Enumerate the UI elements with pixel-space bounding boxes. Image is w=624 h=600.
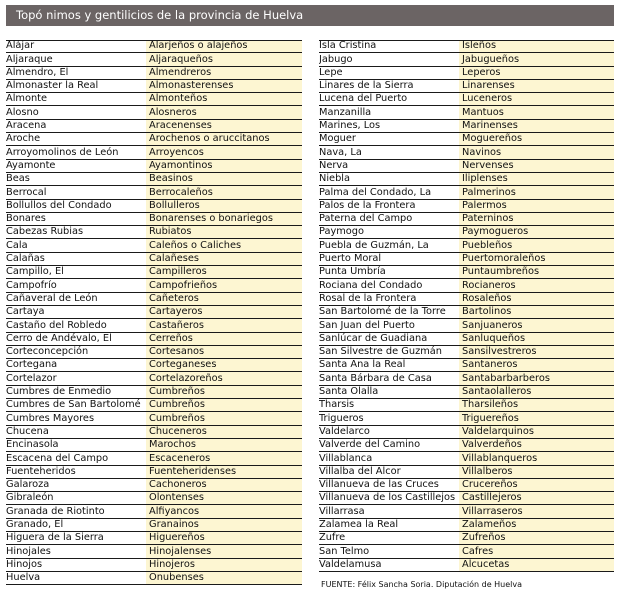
right-column — [319, 40, 614, 572]
toponym: Isla Cristina — [319, 40, 377, 52]
table-row — [6, 399, 302, 412]
gentilicio: Santaneros — [459, 359, 614, 371]
table-row — [6, 93, 302, 106]
toponym: Santa Bárbara de Casa — [319, 372, 432, 384]
gentilicio: Puertomoraleños — [459, 253, 614, 265]
table-row — [6, 106, 302, 119]
table-row — [319, 519, 614, 532]
gentilicio: Villablanqueros — [459, 452, 614, 464]
toponym: Paterna del Campo — [319, 213, 413, 225]
table-row — [319, 40, 614, 53]
gentilicio: Valdelarquinos — [459, 426, 614, 438]
toponym: Villanueva de las Cruces — [319, 479, 439, 491]
gentilicio: Alfiyancos — [146, 505, 302, 517]
gentilicio: Mantuos — [459, 106, 614, 118]
toponym: Lucena del Puerto — [319, 93, 408, 105]
gentilicio: Linarenses — [459, 80, 614, 92]
toponym: Hinojales — [6, 545, 51, 557]
gentilicio: Villalberos — [459, 466, 614, 478]
gentilicio: Rubiatos — [146, 226, 302, 238]
toponym: Aroche — [6, 133, 41, 145]
table-row — [319, 186, 614, 199]
toponym: Bollullos del Condado — [6, 199, 112, 211]
table-row — [319, 239, 614, 252]
gentilicio: Palmerinos — [459, 186, 614, 198]
gentilicio: Zalameños — [459, 519, 614, 531]
gentilicio: Marochos — [146, 439, 302, 451]
gentilicio: Bartolinos — [459, 306, 614, 318]
table-row — [6, 226, 302, 239]
toponym: Cala — [6, 239, 28, 251]
table-row — [6, 173, 302, 186]
table-row — [6, 146, 302, 159]
toponym: Huelva — [6, 572, 41, 584]
table-row — [319, 479, 614, 492]
gentilicio: Nervenses — [459, 160, 614, 172]
table-row — [319, 279, 614, 292]
toponym: Cortelazor — [6, 372, 57, 384]
table-row — [6, 293, 302, 306]
toponym: Almonte — [6, 93, 48, 105]
toponym: Trigueros — [319, 412, 364, 424]
gentilicio: Jabugueños — [459, 53, 614, 65]
gentilicio: Campofrieños — [146, 279, 302, 291]
table-row — [6, 80, 302, 93]
gentilicio: Cartayeros — [146, 306, 302, 318]
gentilicio: Corteganeses — [146, 359, 302, 371]
table-row — [6, 572, 302, 585]
gentilicio: Ayamontinos — [146, 160, 302, 172]
toponym: Santa Olalla — [319, 386, 379, 398]
toponym: Ayamonte — [6, 159, 56, 171]
toponym: Hinojos — [6, 558, 43, 570]
gentilicio: Sanjuaneros — [459, 319, 614, 331]
toponym: Calañas — [6, 253, 45, 265]
gentilicio: Isleños — [459, 41, 614, 52]
table-row — [319, 452, 614, 465]
gentilicio: Zufreños — [459, 532, 614, 544]
toponym: Linares de la Sierra — [319, 80, 414, 92]
table-row — [319, 412, 614, 425]
table-row — [6, 412, 302, 425]
table-row — [319, 545, 614, 558]
table-row — [6, 133, 302, 146]
gentilicio: Palermos — [459, 200, 614, 212]
gentilicio: Valverdeños — [459, 439, 614, 451]
gentilicio: Hinojalenses — [146, 545, 302, 557]
gentilicio: Castillejeros — [459, 492, 614, 504]
table-row — [6, 452, 302, 465]
gentilicio: Onubenses — [146, 572, 302, 584]
toponym: Corteconcepción — [6, 346, 89, 358]
table-row — [319, 160, 614, 173]
toponym: Sanlúcar de Guadiana — [319, 332, 428, 344]
gentilicio: Caleños o Caliches — [146, 239, 302, 251]
gentilicio: Villarraseros — [459, 505, 614, 517]
table-row — [319, 253, 614, 266]
gentilicio: Moguereños — [459, 133, 614, 145]
toponym: Moguer — [319, 133, 356, 145]
gentilicio: Aracenenses — [146, 120, 302, 132]
table-row — [319, 426, 614, 439]
toponym: Lepe — [319, 66, 343, 78]
table-row — [319, 346, 614, 359]
gentilicio: Cafres — [459, 545, 614, 557]
gentilicio: Chuceneros — [146, 426, 302, 438]
table-row — [6, 160, 302, 173]
toponym: Tharsis — [319, 399, 355, 411]
gentilicio: Castañeros — [146, 319, 302, 331]
table-row — [319, 559, 614, 572]
table-row — [319, 319, 614, 332]
toponym: Santa Ana la Real — [319, 359, 406, 371]
table-row — [319, 53, 614, 66]
toponym: Paymogo — [319, 226, 365, 238]
gentilicio: Cortelazoreños — [146, 372, 302, 384]
gentilicio: Calañeses — [146, 253, 302, 265]
toponym: Alájar — [6, 40, 35, 52]
gentilicio: Granainos — [146, 519, 302, 531]
toponym: Puebla de Guzmán, La — [319, 239, 429, 251]
table-row — [319, 80, 614, 93]
gentilicio: Cachoneros — [146, 479, 302, 491]
gentilicio: Fuenteheridenses — [146, 466, 302, 478]
toponym: San Bartolomé de la Torre — [319, 306, 446, 318]
toponym: Villarrasa — [319, 505, 365, 517]
toponym: Almonaster la Real — [6, 80, 99, 92]
source-note: FUENTE: Félix Sancha Soria. Diputación de Huelva — [321, 580, 523, 589]
toponym: Marines, Los — [319, 120, 381, 132]
gentilicio: Iliplenses — [459, 173, 614, 185]
table-row — [319, 93, 614, 106]
toponym: Manzanilla — [319, 106, 372, 118]
table-row — [319, 466, 614, 479]
gentilicio: Rocianeros — [459, 279, 614, 291]
toponym: Puerto Moral — [319, 253, 382, 265]
toponym: Encinasola — [6, 439, 59, 451]
table-row — [6, 372, 302, 385]
toponym: San Silvestre de Guzmán — [319, 346, 442, 358]
toponym: Valdelamusa — [319, 558, 382, 570]
toponym: Granado, El — [6, 518, 64, 530]
table-row — [6, 319, 302, 332]
gentilicio: Hinojeros — [146, 559, 302, 571]
toponym: Jabugo — [319, 53, 353, 65]
toponym: Valdelarco — [319, 425, 370, 437]
table-row — [319, 133, 614, 146]
table-row — [6, 120, 302, 133]
toponym: Nerva — [319, 159, 349, 171]
table-row — [6, 505, 302, 518]
table-row — [6, 333, 302, 346]
toponym: Valverde del Camino — [319, 439, 421, 451]
toponym: Villablanca — [319, 452, 373, 464]
table-row — [319, 492, 614, 505]
table-row — [6, 559, 302, 572]
toponym: Bonares — [6, 213, 46, 225]
table-row — [319, 439, 614, 452]
gentilicio: Cortesanos — [146, 346, 302, 358]
toponym: Escacena del Campo — [6, 452, 109, 464]
toponym: Cortegana — [6, 359, 58, 371]
table-row — [6, 279, 302, 292]
toponym: San Telmo — [319, 545, 370, 557]
gentilicio: Almonteños — [146, 93, 302, 105]
gentilicio: Campilleros — [146, 266, 302, 278]
table-row — [6, 532, 302, 545]
toponym: Cabezas Rubias — [6, 226, 84, 238]
toponym: Zufre — [319, 532, 346, 544]
gentilicio: Cumbreños — [146, 386, 302, 398]
gentilicio: Paymogueros — [459, 226, 614, 238]
table-row — [319, 67, 614, 80]
toponym: Gibraleón — [6, 492, 54, 504]
table-row — [319, 200, 614, 213]
toponym: Nava, La — [319, 146, 362, 158]
gentilicio: Leperos — [459, 67, 614, 79]
gentilicio: Sanluqueños — [459, 333, 614, 345]
table-row — [319, 213, 614, 226]
table-row — [319, 106, 614, 119]
table-row — [319, 386, 614, 399]
gentilicio: Santabarbarberos — [459, 372, 614, 384]
toponym: Villalba del Alcor — [319, 465, 401, 477]
toponym: Cumbres de Enmedio — [6, 386, 112, 398]
toponym: Niebla — [319, 173, 351, 185]
table-row — [6, 479, 302, 492]
gentilicio: Arochenos o aruccitanos — [146, 133, 302, 145]
table-row — [319, 532, 614, 545]
page-title: Topó nimos y gentilicios de la provincia de Huelva — [6, 5, 614, 26]
table-row — [6, 359, 302, 372]
table-row — [319, 266, 614, 279]
toponym: Castaño del Robledo — [6, 319, 107, 331]
gentilicio: Triguereños — [459, 412, 614, 424]
gentilicio: Olontenses — [146, 492, 302, 504]
table-row — [6, 466, 302, 479]
table-row — [6, 386, 302, 399]
toponym: Higuera de la Sierra — [6, 532, 104, 544]
gentilicio: Santaolalleros — [459, 386, 614, 398]
gentilicio: Cumbreños — [146, 412, 302, 424]
toponym: Rosal de la Frontera — [319, 292, 417, 304]
table-row — [6, 545, 302, 558]
gentilicio: Tharsileños — [459, 399, 614, 411]
table-row — [319, 120, 614, 133]
gentilicio: Alosneros — [146, 106, 302, 118]
gentilicio: Luceneros — [459, 93, 614, 105]
table-row — [319, 293, 614, 306]
toponym: Cumbres de San Bartolomé — [6, 399, 141, 411]
gentilicio: Paterninos — [459, 213, 614, 225]
gentilicio: Bollulleros — [146, 200, 302, 212]
table-row — [6, 239, 302, 252]
gentilicio: Bonarenses o bonariegos — [146, 213, 302, 225]
toponym: Almendro, El — [6, 66, 69, 78]
gentilicio: Alarjeños o alajeños — [146, 41, 302, 52]
toponym: Rociana del Condado — [319, 279, 423, 291]
gentilicio: Aljaraqueños — [146, 53, 302, 65]
table-row — [319, 399, 614, 412]
gentilicio: Almendreros — [146, 67, 302, 79]
gentilicio: Cañeteros — [146, 293, 302, 305]
table-row — [6, 40, 302, 53]
table-row — [6, 519, 302, 532]
toponym: Cartaya — [6, 306, 45, 318]
toponym: Palma del Condado, La — [319, 186, 432, 198]
toponym: Campillo, El — [6, 266, 64, 278]
table-row — [319, 372, 614, 385]
toponym: Alosno — [6, 106, 39, 118]
toponym: Chucena — [6, 425, 49, 437]
toponym: Berrocal — [6, 186, 47, 198]
table-row — [6, 200, 302, 213]
table-row — [6, 253, 302, 266]
table-row — [319, 505, 614, 518]
gentilicio: Marinenses — [459, 120, 614, 132]
gentilicio: Sansilvestreros — [459, 346, 614, 358]
table-row — [6, 213, 302, 226]
gentilicio: Rosaleños — [459, 293, 614, 305]
table-row — [319, 359, 614, 372]
table-row — [319, 146, 614, 159]
table-row — [319, 306, 614, 319]
gentilicio: Beasinos — [146, 173, 302, 185]
toponym: Palos de la Frontera — [319, 199, 416, 211]
table-row — [6, 426, 302, 439]
toponym: Fuenteheridos — [6, 465, 76, 477]
toponym: Aracena — [6, 120, 47, 132]
table-row — [6, 492, 302, 505]
toponym: Granada de Riotinto — [6, 505, 105, 517]
toponym: Cumbres Mayores — [6, 412, 95, 424]
toponym: Aljaraque — [6, 53, 53, 65]
toponym: Cerro de Andévalo, El — [6, 332, 112, 344]
table-row — [319, 333, 614, 346]
table-row — [6, 439, 302, 452]
gentilicio: Alcucetas — [459, 559, 614, 571]
gentilicio: Higuereños — [146, 532, 302, 544]
gentilicio: Navinos — [459, 146, 614, 158]
gentilicio: Escaceneros — [146, 452, 302, 464]
gentilicio: Arroyencos — [146, 146, 302, 158]
gentilicio: Cumbreños — [146, 399, 302, 411]
toponym: Zalamea la Real — [319, 518, 399, 530]
table-row — [319, 226, 614, 239]
gentilicio: Puebleños — [459, 239, 614, 251]
table-row — [6, 186, 302, 199]
table-row — [6, 346, 302, 359]
table-row — [6, 266, 302, 279]
table-row — [6, 53, 302, 66]
toponym: San Juan del Puerto — [319, 319, 415, 331]
table-row — [319, 173, 614, 186]
toponym: Galaroza — [6, 479, 50, 491]
toponym: Villanueva de los Castillejos — [319, 492, 456, 504]
table-row — [6, 306, 302, 319]
gentilicio: Almonasterenses — [146, 80, 302, 92]
table-row — [6, 67, 302, 80]
gentilicio: Crucereños — [459, 479, 614, 491]
gentilicio: Puntaumbreños — [459, 266, 614, 278]
gentilicio: Berrocaleños — [146, 186, 302, 198]
toponym: Beas — [6, 173, 30, 185]
toponym: Arroyomolinos de León — [6, 146, 119, 158]
left-column — [6, 40, 302, 585]
toponym: Campofrío — [6, 279, 57, 291]
toponym: Cañaveral de León — [6, 292, 98, 304]
gentilicio: Cerreños — [146, 333, 302, 345]
toponym: Punta Umbría — [319, 266, 386, 278]
